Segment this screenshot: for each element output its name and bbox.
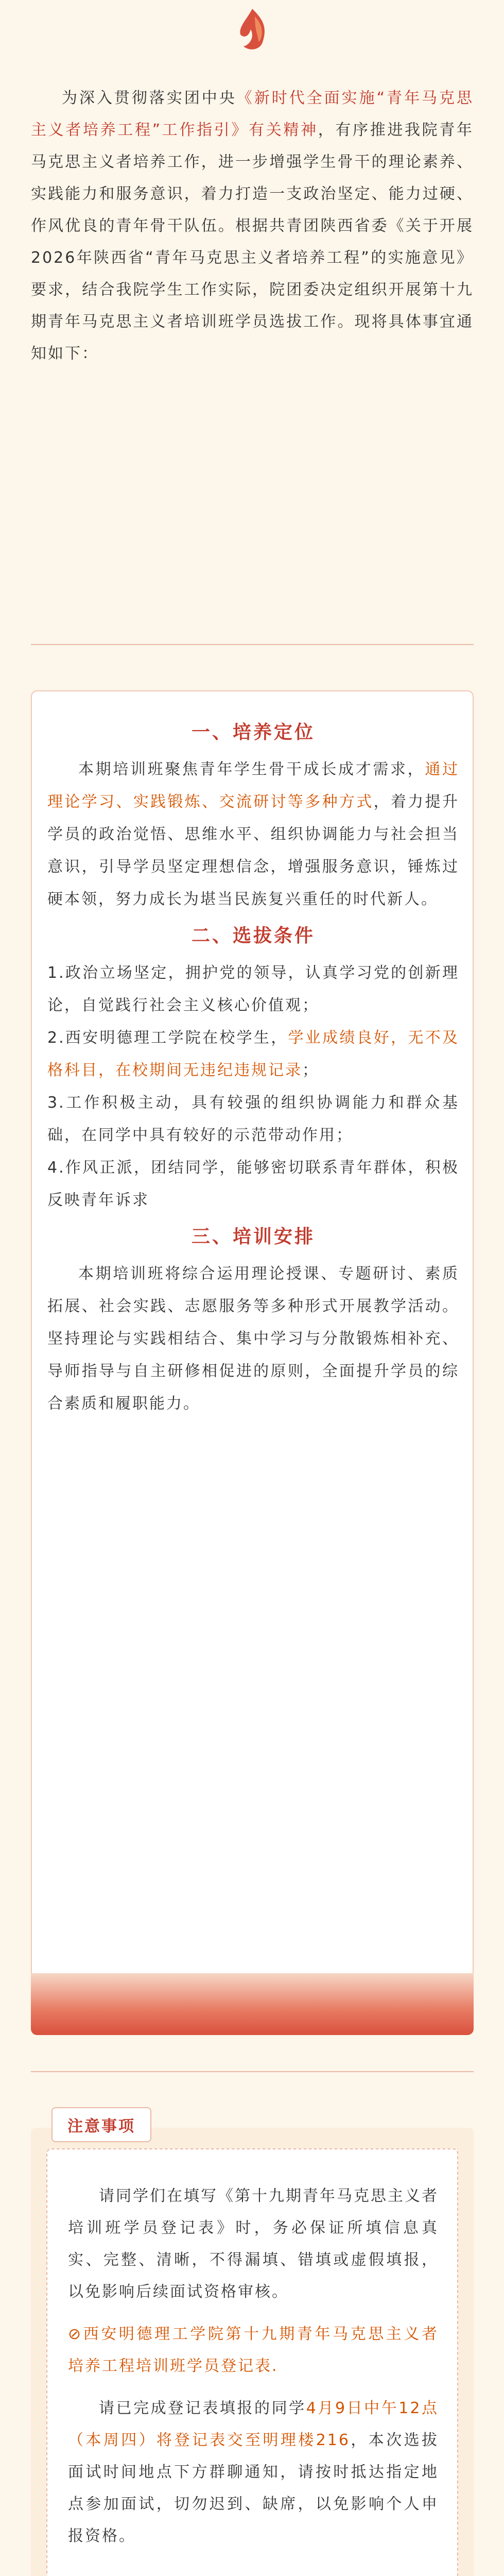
notice-card (46, 2148, 458, 2576)
notice-para-2 (68, 2393, 439, 2552)
intro-text-1: 为深入贯彻落实团中央 (62, 89, 237, 107)
policy-card-body (47, 712, 459, 1420)
criteria-item-4: 4.作风正派，团结同学，能够密切联系青年群体，积极反映青年诉求 (47, 1159, 459, 1209)
notice-para-2-a: 请已完成登记表填报的同学 (99, 2399, 306, 2417)
notice-para-1: 请同学们在填写《第十九期青年马克思主义者培训班学员登记表》时，务必保证所填信息真实、完整、清晰，不得漏填、错填或虚假填报，以免影响后续面试资格审核。 (68, 2187, 439, 2301)
positioning-text-b: ，着力提升学员的政治觉悟、思维水平、组织协调能力与社会担当意识，引导学员坚定理想信念，增强服务意识，锤炼过硬本领，努力成长为堪当民族复兴重任的时代新人。 (47, 793, 460, 908)
criteria-item-2-b: ； (302, 1061, 319, 1079)
notice-body (68, 2180, 439, 2563)
criteria-item-2-a: 2.西安明德理工学院在校学生， (47, 1029, 288, 1047)
notice-tab: 注意事项 (51, 2107, 151, 2142)
section-divider-2 (31, 2071, 474, 2072)
flame-logo-icon (234, 6, 270, 53)
registration-form-link[interactable]: ⊘西安明德理工学院第十九期青年马克思主义者培养工程培训班学员登记表. (68, 2325, 439, 2375)
section-title-positioning: 一、培养定位 (191, 722, 315, 743)
section-divider (31, 644, 474, 645)
criteria-item-2 (47, 1022, 459, 1087)
intro-text-2: ，有序推进我院青年马克思主义者培养工作，进一步增强学生骨干的理论素养、实践能力和服务意识，着力打造一支政治坚定、能力过硬、作风优良的青年骨干队伍。根据共青团陕西省委《关于开展2026年陕西省“青年马克思主义者培养工程”的实施意见》要求，结合我院学生工作实际，院团委决定组织开展第十九期青年马克思主义者培训班学员选拔工作。现将具体事宜通知如下： (31, 121, 474, 363)
positioning-text-a: 本期培训班聚焦青年学生骨干成长成才需求， (78, 760, 425, 778)
intro-paragraph (31, 82, 474, 370)
positioning-highlight: 通过理论学习、实践锻炼、交流研讨等多种方式 (47, 760, 460, 811)
criteria-item-3: 3.工作积极主动，具有较强的组织协调能力和群众基础，在同学中具有较好的示范带动作用； (47, 1094, 459, 1144)
section-title-criteria: 二、选拔条件 (191, 925, 315, 946)
policy-card (31, 690, 474, 2030)
criteria-item-1: 1.政治立场坚定，拥护党的领导，认真学习党的创新理论，自觉践行社会主义核心价值观； (47, 964, 459, 1014)
notice-deadline-highlight: 4月9日中午12点（本周四）将登记表交至明理楼216 (68, 2399, 439, 2449)
intro-highlight: 《新时代全面实施“青年马克思主义者培养工程”工作指引》有关精神 (31, 89, 474, 139)
decorative-red-band (31, 1973, 474, 2035)
notice-para-2-b: ，本次选拔面试时间地点下方群聊通知，请按时抵达指定地点参加面试，切勿迟到、缺席，以免影响个人申报资格。 (68, 2431, 439, 2545)
criteria-item-2-highlight: 学业成绩良好，无不及格科目，在校期间无违纪违规记录 (47, 1029, 460, 1079)
training-text: 本期培训班将综合运用理论授课、专题研讨、素质拓展、社会实践、志愿服务等多种形式开展教学活动。坚持理论与实践相结合、集中学习与分散锻炼相补充、导师指导与自主研修相促进的原则，全面提升学员的综合素质和履职能力。 (47, 1265, 459, 1413)
positioning-text (47, 753, 459, 916)
section-title-training: 三、培训安排 (191, 1226, 315, 1247)
